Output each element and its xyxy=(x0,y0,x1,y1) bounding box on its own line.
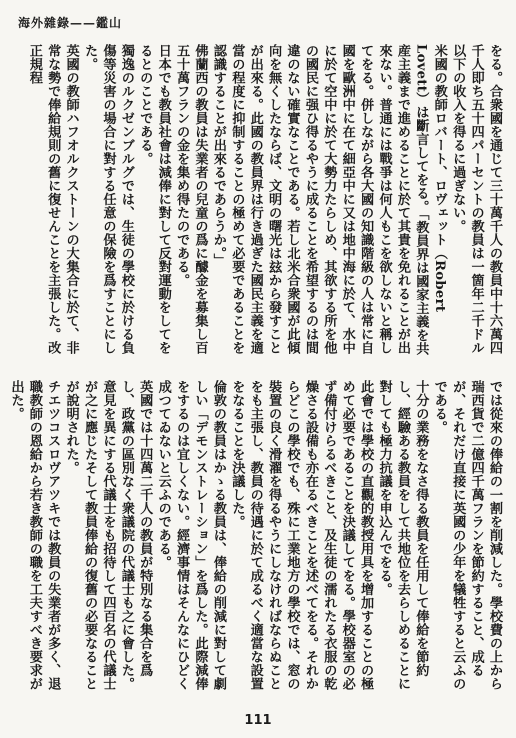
paragraph: 佛蘭西の教員は失業者の兒童の爲に醵金を募集し百五十萬フランの金を集め得たのである。 xyxy=(174,44,208,355)
running-header: 海外雜錄——鑑山 xyxy=(18,16,123,30)
page-number: 111 xyxy=(244,713,272,728)
upper-text-block xyxy=(20,44,503,362)
paragraph: 十分の業務をなさ得る教員を任用して俸給を節約し、經驗ある教員をして共地位を去らしめることに對しても極力抗議を申込んでをる。 xyxy=(376,380,429,691)
paragraph: チエツコスロヴアツキでは教員の失業者が多く、退職教師の恩給から若き教師の職を工夫すべき要求が出た。 xyxy=(8,380,61,691)
paragraph: 日本でも教員社會は減俸に對して反對運動をしてをるとのことである。 xyxy=(137,44,171,355)
paragraph: では從來の俸給の一割を削減した。學校費の上から瑞西貨で二億四千萬フランを節約すること、成るが、それだけ直接に英國の少年を犠牲すると云ふのである。 xyxy=(431,380,502,691)
paragraph: 獨逸のルクゼンブルグでは、生徒の學校に於ける負傷等災害の場合に對する任意の保險を爲すことにした。 xyxy=(82,44,134,355)
lower-text-block xyxy=(8,380,503,702)
paragraph: 米國の教師ロバート、ロヴェット（Robert Lovett）は斷言してをる。「教員界は國家主義を共産主義まで進めることに於て其貴を免れることが出來ない。普通には戰爭は何人もこを欲しないと稱してをる。併しながら各大國の知識階級の人は常に自國を歐洲中に在て細亞中に又は地中海に於て、水中に於て空中に於て大勢力たらしめ、其欲する所を他の國民に强ひ得るやうに成ることを希望するのは間違のない確實なことである。若し北米合衆國が此傾向を無くしたならば、文明の曙光は玆から發すことが出來る。此國の教員界は行き過ぎた國民主義を適當の程度に抑制することの極めて必要であることを認識することが出來るであらうか。」 xyxy=(210,44,447,356)
paragraph: 英國の教師ハフオルクストーンの大集合に於て、非常な勢で俸給規則の舊に復せんことを主張した。改正規程 xyxy=(26,44,79,355)
paragraph: 此會では學校の直觀的教授用具を增加することの極めて必要であることを決議してをる。學校器室の必ず備付けらるべきこと、及生徒の濡れたる衣服の乾燥さる設備も亦在るべきことを述べてをる。それからどこの學校でも、殊に工業地方の學校では、窓の裝置の良く滑濯を得るやうにしなければならぬことをも主張し、教員の待遇に於て成るべく適當な設置をなることを決議した。 xyxy=(229,380,374,691)
paragraph: 倫敦の教員はかゝる教員は、俸給の削減に對して劇しい「デモンストレーション」を爲した。此際減俸をするのは宜しくない。經濟事情はそんなにひどく成つてゐないと云ふのである。 xyxy=(155,380,226,691)
paragraph: をる。合衆國を通じて三十萬千人の教員中十六萬四千人即ち五十四パーセントの教員は一箇年二千ドル以下の收入を得るに過ぎない。 xyxy=(450,44,502,355)
paragraph: 英國では十四萬二千人の教員が特別なる集合を爲し、政黨の區別なく衆議院の代議士も之に會した。意見を異にする代議士をも招待して四百名の代議士が之に應じたそして教員俸給の復舊の必要なることが說明された。 xyxy=(63,380,153,691)
